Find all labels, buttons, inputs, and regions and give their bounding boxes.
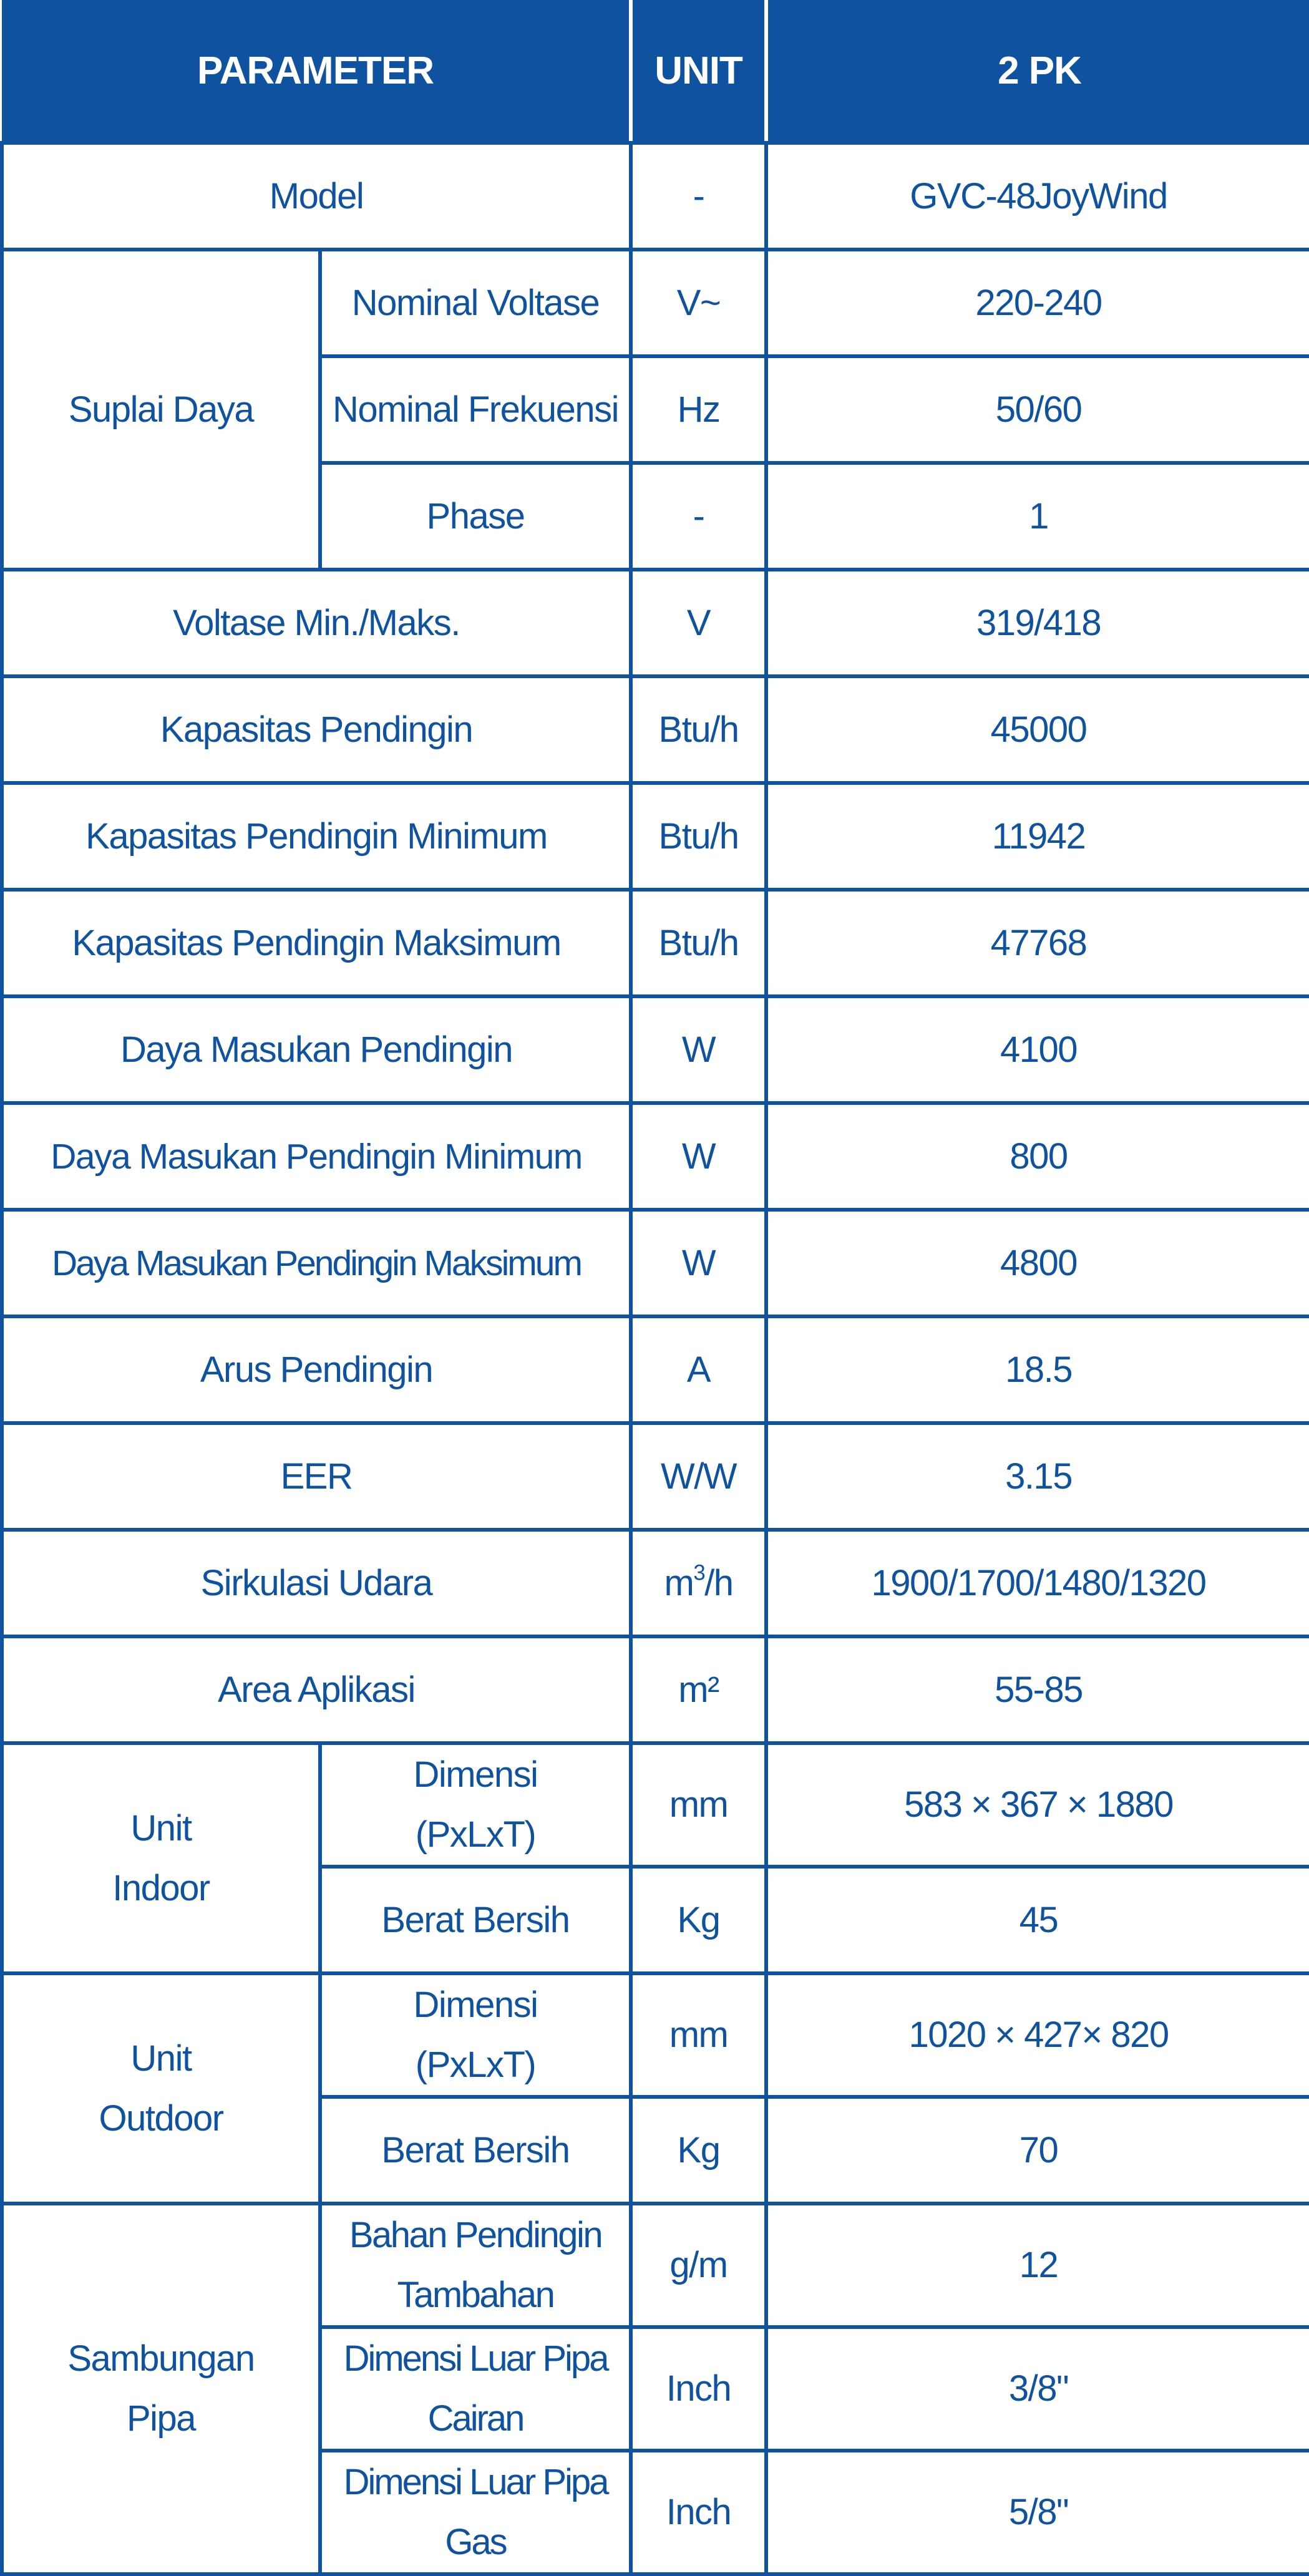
param-label: Voltase Min./Maks. — [2, 570, 631, 676]
group-label-power-supply: Suplai Daya — [2, 250, 320, 570]
value-cell: 45 — [766, 1867, 1309, 1973]
param-label: Model — [2, 143, 631, 250]
unit-cell: Hz — [631, 356, 766, 463]
param-label: Nominal Frekuensi — [320, 356, 631, 463]
param-label: Arus Pendingin — [2, 1316, 631, 1423]
header-value: 2 PK — [766, 0, 1309, 143]
param-label: Phase — [320, 463, 631, 570]
value-cell: 4800 — [766, 1210, 1309, 1316]
unit-cell: Inch — [631, 2451, 766, 2574]
unit-cell: Kg — [631, 2097, 766, 2204]
unit-cell: g/m — [631, 2204, 766, 2327]
param-label: Berat Bersih — [320, 1867, 631, 1973]
unit-cell: m² — [631, 1636, 766, 1743]
unit-cell: V~ — [631, 250, 766, 356]
table-row-cooling-capacity-min — [2, 783, 1309, 890]
value-cell: 583 × 367 × 1880 — [766, 1743, 1309, 1867]
value-cell: 1900/1700/1480/1320 — [766, 1530, 1309, 1636]
param-label: Dimensi Luar Pipa Gas — [320, 2451, 631, 2574]
table-row-air-circulation — [2, 1530, 1309, 1636]
param-label: Daya Masukan Pendingin — [2, 996, 631, 1103]
param-label: Dimensi (PxLxT) — [320, 1743, 631, 1867]
value-cell: 319/418 — [766, 570, 1309, 676]
param-label: Kapasitas Pendingin Minimum — [2, 783, 631, 890]
table-row-nominal-voltage — [2, 250, 1309, 356]
unit-cell: Kg — [631, 1867, 766, 1973]
param-label: Area Aplikasi — [2, 1636, 631, 1743]
table-row-cooling-capacity — [2, 676, 1309, 783]
table-header-row — [2, 0, 1309, 143]
value-cell: 3.15 — [766, 1423, 1309, 1530]
unit-cell: W — [631, 996, 766, 1103]
param-label: Kapasitas Pendingin — [2, 676, 631, 783]
unit-cell: W — [631, 1210, 766, 1316]
unit-cell: - — [631, 463, 766, 570]
value-cell: 3/8" — [766, 2327, 1309, 2451]
param-label: Dimensi (PxLxT) — [320, 1973, 631, 2097]
param-label: Daya Masukan Pendingin Maksimum — [2, 1210, 631, 1316]
table-row-outdoor-dimension — [2, 1973, 1309, 2097]
table-row-indoor-dimension — [2, 1743, 1309, 1867]
unit-cell: V — [631, 570, 766, 676]
param-label: Daya Masukan Pendingin Minimum — [2, 1103, 631, 1210]
unit-cell: Inch — [631, 2327, 766, 2451]
param-label: Bahan Pendingin Tambahan — [320, 2204, 631, 2327]
table-row-cooling-input-power-max — [2, 1210, 1309, 1316]
table-row-model — [2, 143, 1309, 250]
unit-cell: W/W — [631, 1423, 766, 1530]
table-row-cooling-input-power — [2, 996, 1309, 1103]
param-label: Nominal Voltase — [320, 250, 631, 356]
value-cell: 70 — [766, 2097, 1309, 2204]
group-label-piping: Sambungan Pipa — [2, 2204, 320, 2574]
unit-cell: Btu/h — [631, 783, 766, 890]
param-label: Kapasitas Pendingin Maksimum — [2, 890, 631, 996]
value-cell: 1020 × 427× 820 — [766, 1973, 1309, 2097]
value-cell: 220-240 — [766, 250, 1309, 356]
value-cell: GVC-48JoyWind — [766, 143, 1309, 250]
unit-cell: - — [631, 143, 766, 250]
param-label: Berat Bersih — [320, 2097, 631, 2204]
value-cell: 50/60 — [766, 356, 1309, 463]
table-row-cooling-current — [2, 1316, 1309, 1423]
param-label: Dimensi Luar Pipa Cairan — [320, 2327, 631, 2451]
value-cell: 18.5 — [766, 1316, 1309, 1423]
group-label-indoor-unit: Unit Indoor — [2, 1743, 320, 1973]
unit-cell: mm — [631, 1973, 766, 2097]
value-cell: 1 — [766, 463, 1309, 570]
unit-cell: $m^3/h$ — [631, 1530, 766, 1636]
value-cell: 55-85 — [766, 1636, 1309, 1743]
header-unit: UNIT — [631, 0, 766, 143]
unit-cell: Btu/h — [631, 890, 766, 996]
table-row-cooling-capacity-max — [2, 890, 1309, 996]
param-label: EER — [2, 1423, 631, 1530]
value-cell: 800 — [766, 1103, 1309, 1210]
param-label: Sirkulasi Udara — [2, 1530, 631, 1636]
header-parameter: PARAMETER — [2, 0, 631, 143]
unit-cell: Btu/h — [631, 676, 766, 783]
unit-cell: A — [631, 1316, 766, 1423]
value-cell: 47768 — [766, 890, 1309, 996]
group-label-outdoor-unit: Unit Outdoor — [2, 1973, 320, 2204]
value-cell: 12 — [766, 2204, 1309, 2327]
value-cell: 45000 — [766, 676, 1309, 783]
value-cell: 4100 — [766, 996, 1309, 1103]
table-row-eer — [2, 1423, 1309, 1530]
table-row-application-area — [2, 1636, 1309, 1743]
table-row-additional-refrigerant — [2, 2204, 1309, 2327]
unit-cell: W — [631, 1103, 766, 1210]
table-row-cooling-input-power-min — [2, 1103, 1309, 1210]
unit-cell: mm — [631, 1743, 766, 1867]
value-cell: 5/8" — [766, 2451, 1309, 2574]
value-cell: 11942 — [766, 783, 1309, 890]
table-row-voltage-min-max — [2, 570, 1309, 676]
